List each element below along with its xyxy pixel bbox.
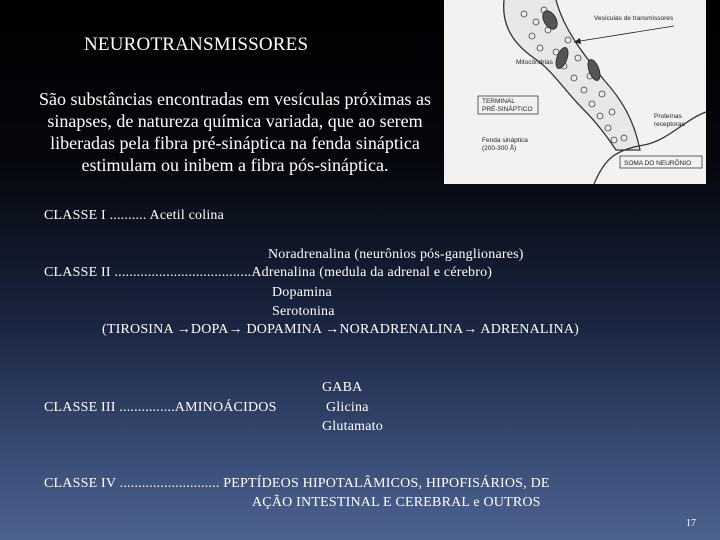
intro-line: estimulam ou inibem a fibra pós-sináptica. [81,155,389,175]
label-mitochondria: Mitocôndrias [516,59,553,66]
class-2-item-serotonin: Serotonina [272,304,335,319]
synapse-diagram [444,0,706,184]
class-2-item-noradrenaline: Noradrenalina (neurônios pós-ganglionares) [268,247,524,262]
page-number: 17 [686,518,696,529]
intro-line: liberadas pela fibra pré-sináptica na fenda sináptica [50,133,420,153]
label-terminal: TERMINAL [482,98,515,105]
class-2-line: CLASSE II .....................................Adrenalina (medula da adrenal e cérebro) [44,265,493,280]
class-1-line: CLASSE I .......... Acetil colina [44,208,225,223]
class-3-item-gaba: GABA [322,380,363,395]
class-3-line: CLASSE III ...............AMINOÁCIDOS [44,400,277,415]
terminal-outline [504,0,640,150]
label-vesicles: Vesículas de transmissores [594,15,674,22]
label-cleft: Fenda sináptica [482,137,528,144]
class-3-item-glycine: Glicina [326,400,369,415]
label-presynaptic: PRÉ-SINÁPTICO [482,106,533,113]
class-4-continuation: AÇÃO INTESTINAL E CEREBRAL e OUTROS [252,495,541,510]
label-proteins: Proteínas [654,113,682,120]
intro-line: São substâncias encontradas em vesículas próximas as [39,89,431,109]
class-2-pathway: (TIROSINA →DOPA→ DOPAMINA →NORADRENALINA→ ADRENALINA) [102,322,580,337]
class-4-line: CLASSE IV ........................... PEPTÍDEOS HIPOTALÂMICOS, HIPOFISÁRIOS, DE [44,476,550,491]
class-3-item-glutamate: Glutamato [322,419,383,434]
vesicle-pointer [574,26,674,42]
label-soma: SOMA DO NEURÔNIO [624,160,692,167]
label-receptors: receptoras [654,121,685,128]
intro-line: sinapses, de natureza química variada, que ao serem [47,111,423,131]
synapse-drawing [444,0,706,184]
slide-title: NEUROTRANSMISSORES [84,34,309,55]
intro-paragraph [0,88,470,176]
label-cleft-size: (200-300 Å) [482,145,517,152]
class-2-item-dopamine: Dopamina [272,285,332,300]
